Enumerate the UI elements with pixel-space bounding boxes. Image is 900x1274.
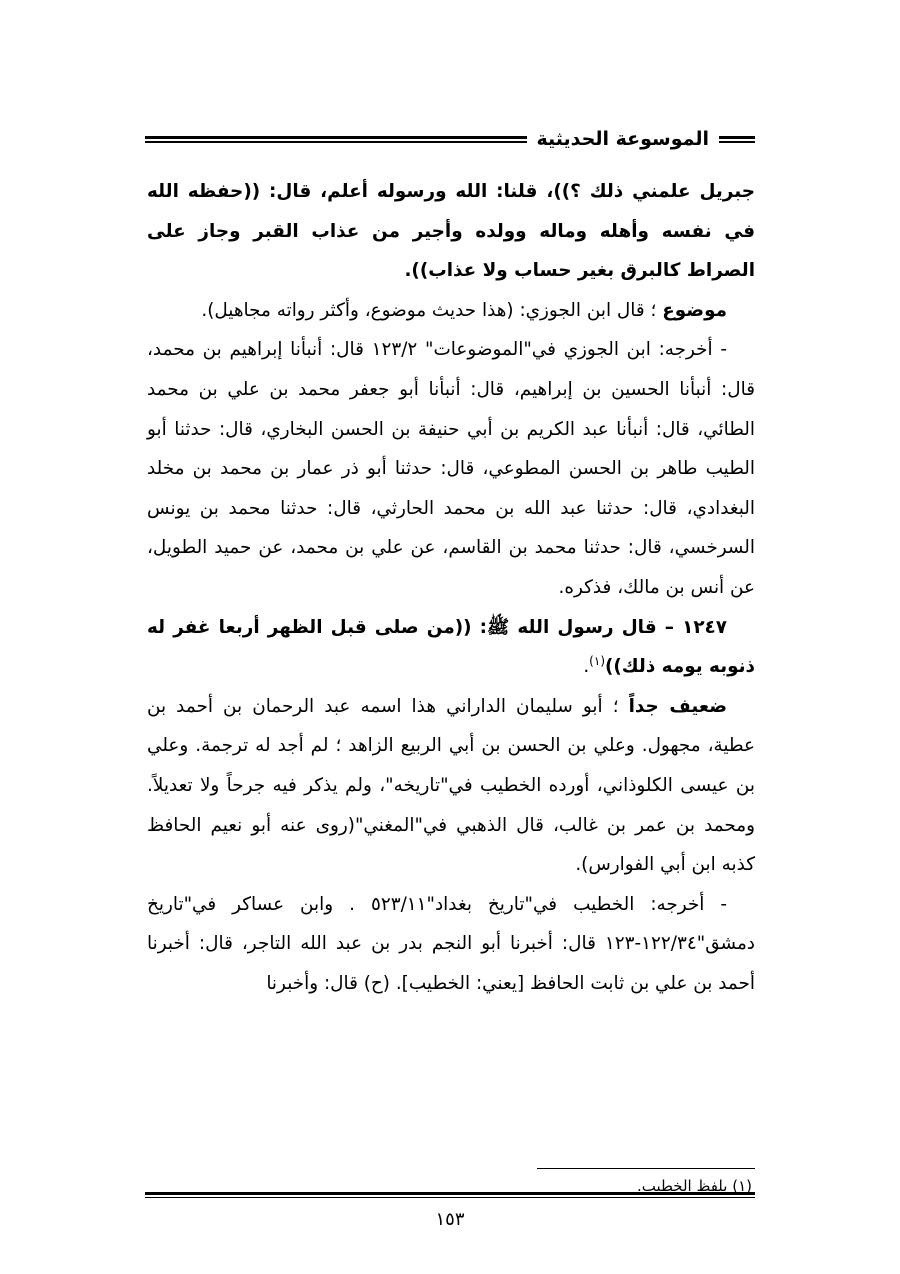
grading-label: ضعيف جداً bbox=[628, 695, 727, 717]
paragraph-text: - أخرجه: ابن الجوزي في"الموضوعات" ١٢٣/٢ قال: أنبأنا إبراهيم بن محمد، قال: أنبأنا الحسين بن إبراهيم، قال: أنبأنا أبو جعفر محمد بن علي بن محمد الطائي، قال: أنبأنا عبد الكريم بن أبي حنيفة بن الحسن البخاري، قال: حدثنا أبو الطيب طاهر بن الحسن المطوعي، قال: حدثنا أبو ذر عمار بن محمد بن مخلد البغدادي، قال: حدثنا عبد الله بن محمد الحارثي، قال: حدثنا محمد بن يونس السرخسي، قال: حدثنا محمد بن القاسم، عن علي بن محمد، عن حميد الطويل، عن أنس بن مالك، فذكره. bbox=[147, 339, 755, 598]
paragraph-text: جبريل علمني ذلك ؟))، قلنا: الله ورسوله أعلم، قال: ((حفظه الله في نفسه وأهله وماله وولده وأجير من عذاب القبر وجاز على الصراط كالبرق بغير حساب ولا عذاب)). bbox=[147, 181, 755, 282]
paragraph-grading bbox=[147, 291, 755, 331]
grading-label: موضوع bbox=[662, 299, 727, 321]
footnote-ref[interactable]: (١) bbox=[589, 654, 605, 668]
paragraph-text: ؛ قال ابن الجوزي: (هذا حديث موضوع، وأكثر رواته مجاهيل). bbox=[201, 299, 663, 321]
paragraph-text: - أخرجه: الخطيب في"تاريخ بغداد"٥٢٣/١١ . وابن عساكر في"تاريخ دمشق"١٢٢/٣٤-١٢٣ قال: أخبرنا أبو النجم بدر بن عبد الله التاجر، قال: أخبرنا أحمد بن علي بن ثابت الحافظ [يعني: الخطيب]. (ح) قال: وأخبرنا bbox=[147, 893, 755, 994]
paragraph-takhrij bbox=[147, 330, 755, 607]
hadith-text: ١٢٤٧ – قال رسول الله ﷺ: ((من صلى قبل الظهر أربعا غفر له ذنوبه يومه ذلك)) bbox=[147, 616, 755, 678]
paragraph-text: ؛ أبو سليمان الداراني هذا اسمه عبد الرحمان بن أحمد بن عطية، مجهول. وعلي بن الحسن بن أبي الربيع الزاهد ؛ لم أجد له ترجمة. وعلي بن عيسى الكلوذاني، أورده الخطيب في"تاريخه"، ولم يذكر فيه جرحاً ولا تعديلاً. ومحمد بن عمر بن غالب، قال الذهبي في"المغني"(روى عنه أبو نعيم الحافظ كذبه ابن أبي الفوارس). bbox=[147, 695, 755, 876]
paragraph-hadith-1247 bbox=[147, 608, 755, 687]
header-rule-right bbox=[719, 136, 755, 143]
bottom-rule bbox=[145, 1192, 755, 1198]
footnote-separator bbox=[537, 1168, 755, 1169]
paragraph-text: . bbox=[583, 656, 590, 678]
paragraph-grading-2 bbox=[147, 687, 755, 885]
header-rule-left bbox=[145, 136, 527, 143]
header-title: الموسوعة الحديثية bbox=[536, 128, 709, 150]
footnote: (١) بلفظ الخطيب. bbox=[636, 1177, 752, 1195]
paragraph-hadith-continuation bbox=[147, 172, 755, 291]
page-body bbox=[147, 172, 755, 1003]
paragraph-takhrij-2 bbox=[147, 885, 755, 1004]
page-number: ١٥٣ bbox=[435, 1209, 465, 1230]
page-header bbox=[145, 124, 755, 154]
